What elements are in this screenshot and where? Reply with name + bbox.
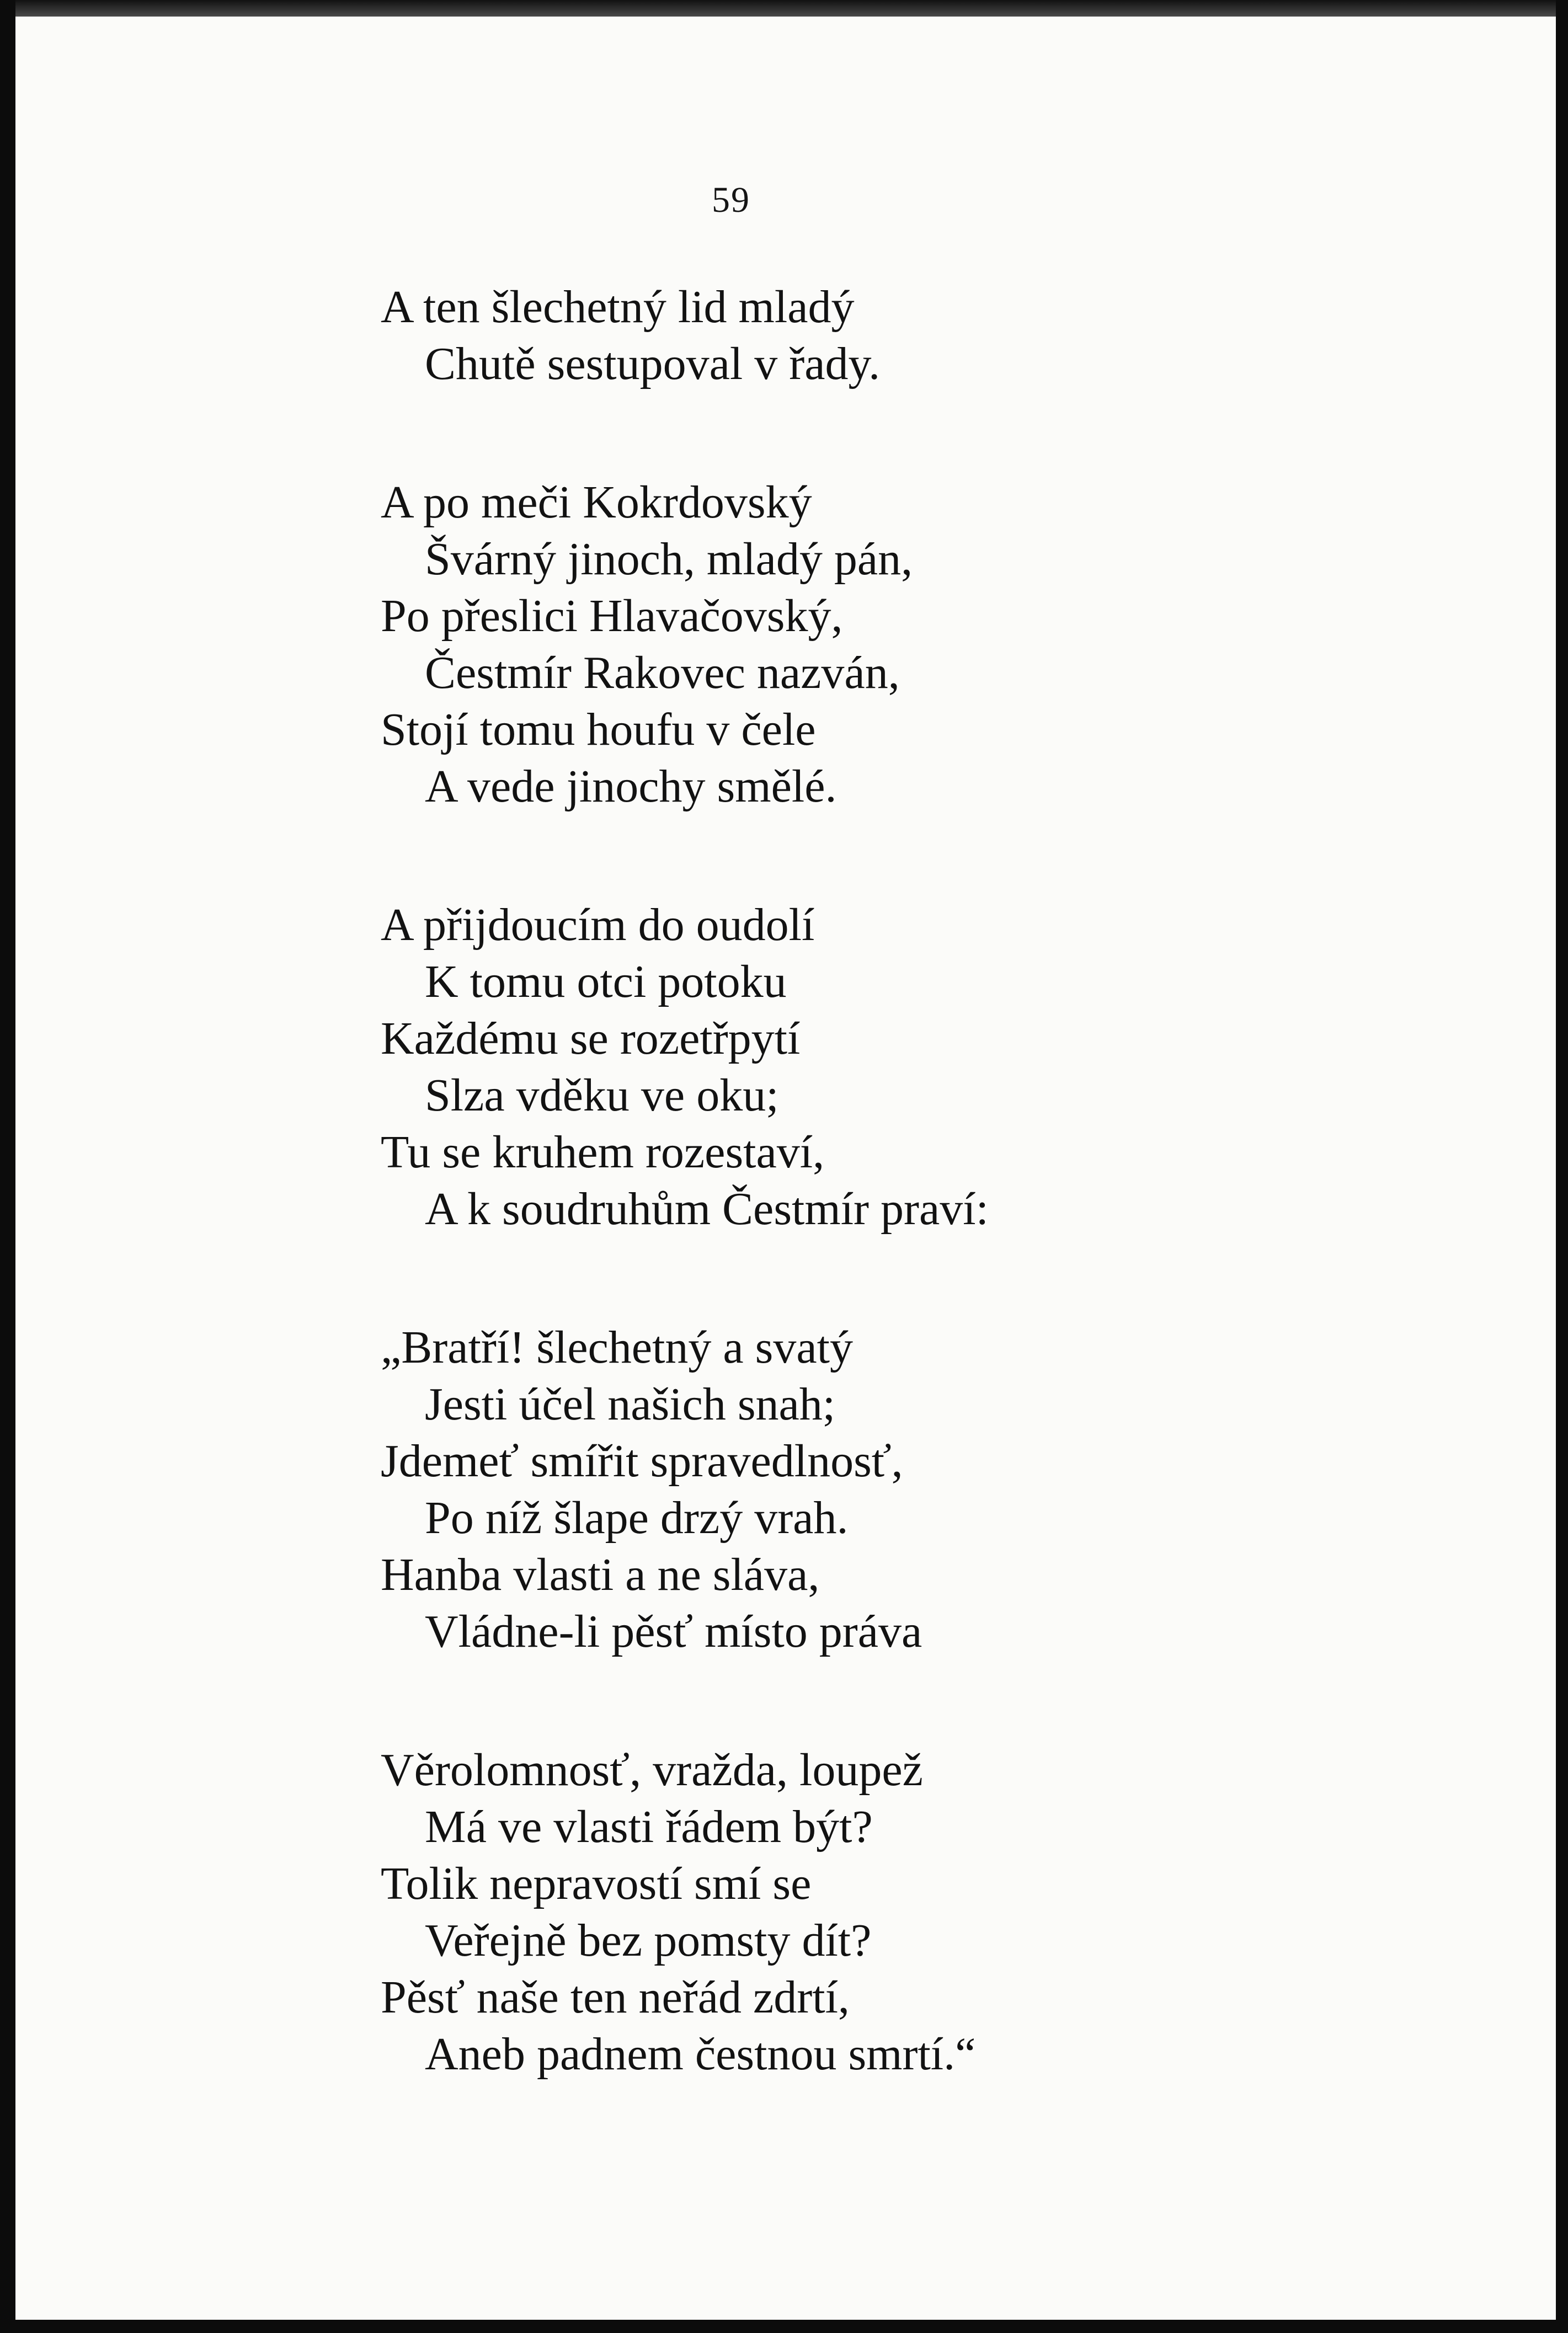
poem-line: K tomu otci potoku bbox=[425, 956, 787, 1007]
poem-line: Každému se rozetřpytí bbox=[381, 1013, 801, 1064]
poem-line: Čestmír Rakovec nazván, bbox=[425, 647, 900, 698]
poem-line: Hanba vlasti a ne sláva, bbox=[381, 1549, 820, 1600]
page-number: 59 bbox=[712, 180, 750, 220]
poem-line: Jdemeť smířit spravedlnosť, bbox=[381, 1435, 903, 1487]
poem-line: Vládne-li pěsť místo práva bbox=[425, 1606, 922, 1657]
poem-line: A po meči Kokrdovský bbox=[381, 477, 812, 528]
poem-line: „Bratří! šlechetný a svatý bbox=[381, 1322, 853, 1373]
scan-border-top bbox=[0, 0, 1568, 17]
poem-line: Chutě sestupoval v řady. bbox=[425, 338, 881, 389]
poem-line: Tu se kruhem rozestaví, bbox=[381, 1127, 825, 1178]
poem-line: Po níž šlape drzý vrah. bbox=[425, 1492, 849, 1544]
poem-line: Pěsť naše ten neřád zdrtí, bbox=[381, 1972, 850, 2023]
scan-border-left bbox=[0, 0, 15, 2333]
poem-line: Aneb padnem čestnou smrtí.“ bbox=[425, 2028, 976, 2080]
poem-line: Jesti účel našich snah; bbox=[425, 1379, 836, 1430]
poem-stanza bbox=[381, 1742, 1208, 2083]
poem-line: A k soudruhům Čestmír praví: bbox=[425, 1183, 989, 1235]
poem-line: Švárný jinoch, mladý pán, bbox=[425, 533, 913, 585]
poem-line: Věrolomnosť, vražda, loupež bbox=[381, 1744, 923, 1796]
poem-line: Po přeslici Hlavačovský, bbox=[381, 590, 843, 642]
scan-border-right bbox=[1556, 0, 1568, 2333]
poem-line: Má ve vlasti řádem být? bbox=[425, 1801, 873, 1852]
poem-line: Tolik nepravostí smí se bbox=[381, 1858, 812, 1909]
poem-stanza bbox=[381, 1319, 1208, 1660]
poem-line: Stojí tomu houfu v čele bbox=[381, 704, 816, 755]
poem-stanza bbox=[381, 474, 1208, 815]
poem-line: Veřejně bez pomsty dít? bbox=[425, 1915, 872, 1966]
poem-stanza bbox=[381, 896, 1208, 1237]
poem-line: A ten šlechetný lid mladý bbox=[381, 281, 855, 333]
poem-line: Slza vděku ve oku; bbox=[425, 1070, 779, 1121]
poem-text bbox=[381, 279, 1208, 2164]
poem-line: A přijdoucím do oudolí bbox=[381, 899, 815, 951]
poem-line: A vede jinochy smělé. bbox=[425, 761, 837, 812]
poem-stanza bbox=[381, 279, 1208, 392]
scan-border-bottom bbox=[0, 2320, 1568, 2333]
